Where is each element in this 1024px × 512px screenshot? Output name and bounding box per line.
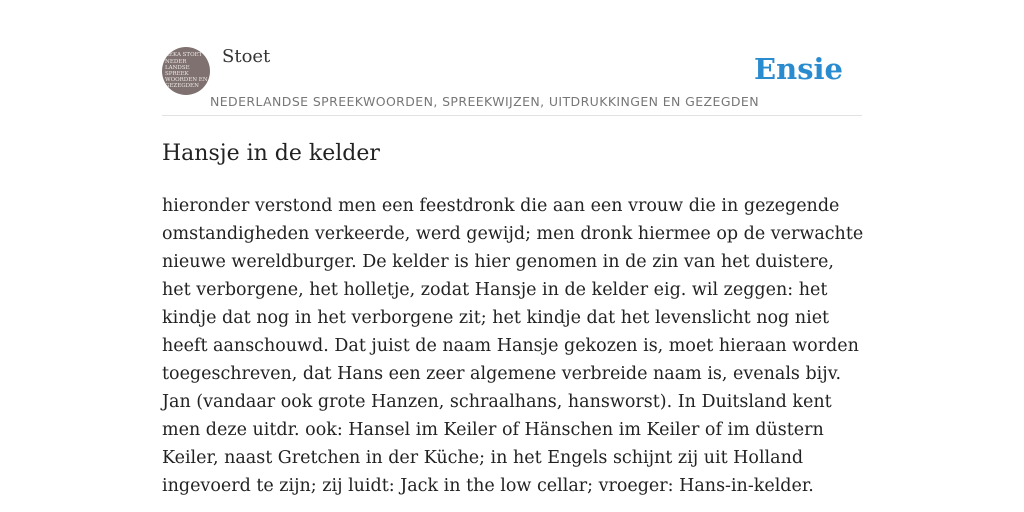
avatar-text-line: WOORDEN EN <box>165 77 208 83</box>
avatar-text-line: NEDER <box>165 59 187 65</box>
avatar-text-line: LANDSE <box>165 65 190 71</box>
brand-logo[interactable]: Ensie <box>754 52 843 86</box>
avatar-text-line: BEKA STOET <box>165 52 203 58</box>
header-divider <box>162 115 862 116</box>
author-name[interactable]: Stoet <box>222 46 271 67</box>
avatar-text-line: GEZEGDEN <box>165 83 199 89</box>
entry-title: Hansje in de kelder <box>162 141 380 166</box>
entry-body: hieronder verstond men een feestdronk die aan een vrouw die in gezegende omstandigheden verkeerde, werd gewijd; men dronk hiermee op de verwachte nieuwe wereldburger. De kelder is hier genomen in de zin van het duistere, het verborgene, het holletje, zodat Hansje in de kelder eig. wil zeggen: het kindje dat nog in het verborgene zit; het kindje dat het levenslicht nog niet heeft aanschouwd. Dat juist de naam Hansje gekozen is, moet hieraan worden toegeschreven, dat Hans een zeer algemene verbreide naam is, evenals bijv. Jan (vandaar ook grote Hanzen, schraalhans, hansworst). In Duitsland kent men deze uitdr. ook: Hansel im Keiler of Hänschen im Keiler of im düstern Keiler, naast Gretchen in der Küche; in het Engels schijnt zij uit Holland ingevoerd te zijn; zij luidt: Jack in the low cellar; vroeger: Hans-in-kelder. <box>162 196 864 496</box>
source-subtitle: NEDERLANDSE SPREEKWOORDEN, SPREEKWIJZEN, UITDRUKKINGEN EN GEZEGDEN <box>210 94 759 109</box>
author-avatar[interactable] <box>162 47 210 95</box>
avatar-text-line: SPREEK <box>165 71 189 77</box>
